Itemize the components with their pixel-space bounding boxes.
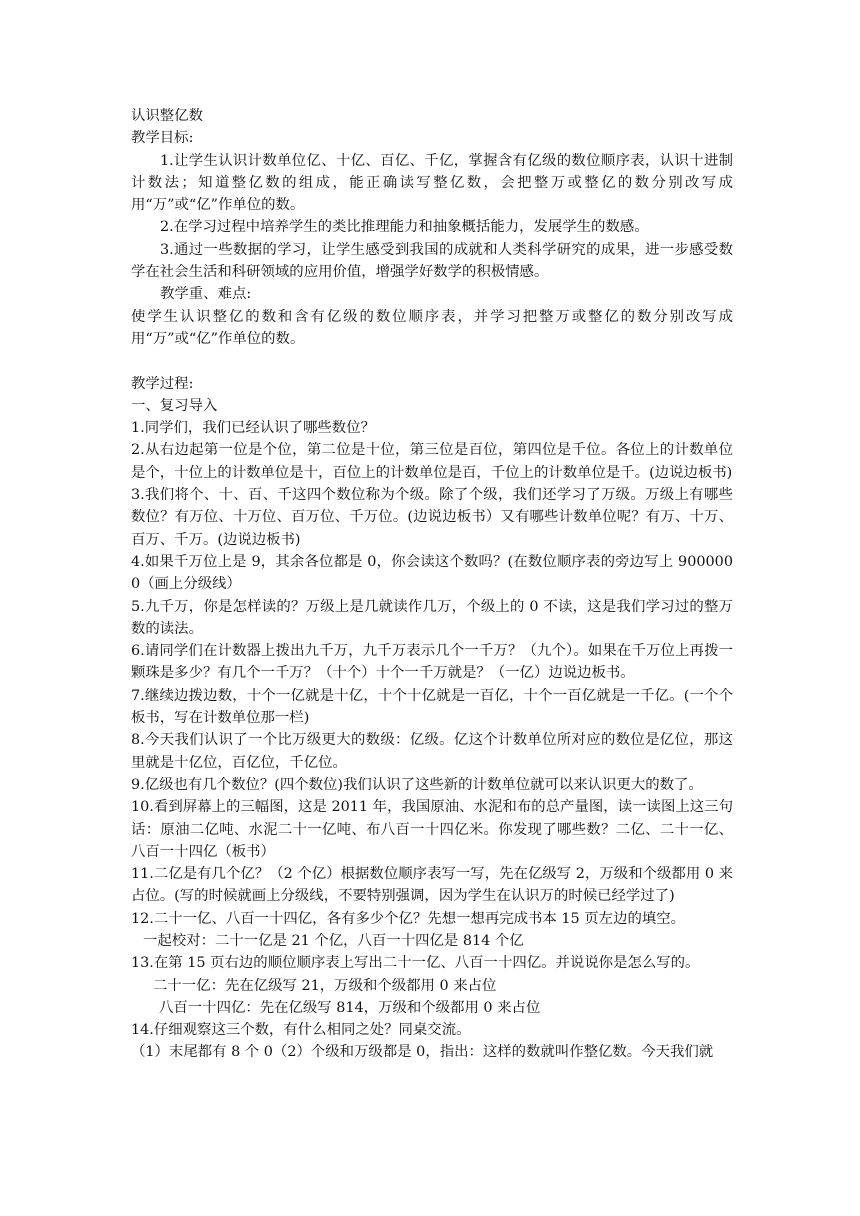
section-heading: 一、复习导入 [131, 397, 218, 414]
objective-item: 2.在学习过程中培养学生的类比推理能力和抽象概括能力，发展学生的数感。 [160, 219, 649, 236]
document-title: 认识整亿数 [131, 108, 203, 124]
step-item: 11.二亿是有几个亿？（2 个亿）根据数位顺序表写一写，先在亿级写 2，万级和个级都用 0 来占位。(写的时候就画上分级线，不要特别强调，因为学生在认识万的时候已经学过了) [131, 866, 733, 905]
step-sub-item: 八百一十四亿：先在亿级写 814，万级和个级都用 0 来占位 [159, 999, 541, 1016]
step-item: 12.二十一亿、八百一十四亿，各有多少个亿？先想一想再完成书本 15 页左边的填空。 [131, 910, 686, 927]
objectives-heading: 教学目标: [131, 130, 194, 147]
step-sub-item: （1）末尾都有 8 个 0（2）个级和万级都是 0，指出：这样的数就叫作整亿数。今天我们就 [131, 1044, 714, 1061]
document-body [131, 105, 733, 1064]
process-heading: 教学过程: [131, 375, 194, 392]
blank-line [131, 350, 733, 372]
keypoints-heading: 教学重、难点: [160, 286, 252, 303]
step-item: 3.我们将个、十、百、千这四个数位称为个级。除了个级，我们还学习了万级。万级上有哪些数位？有万位、十万位、百万位、千万位。(边说边板书）又有哪些计数单位呢？有万、十万、百万、千万。(边说边板书) [131, 487, 733, 548]
objective-item: 1.让学生认识计数单位亿、十亿、百亿、千亿，掌握含有亿级的数位顺序表，认识十进制计数法；知道整亿数的组成，能正确读写整亿数，会把整万或整亿的数分别改写成用“万”或“亿”作单位的数。 [131, 152, 733, 214]
step-item: 4.如果千万位上是 9，其余各位都是 0，你会读这个数吗？(在数位顺序表的旁边写上 9000000（画上分级线） [131, 553, 733, 593]
step-item: 14.仔细观察这三个数，有什么相同之处？同桌交流。 [131, 1022, 471, 1039]
step-item: 10.看到屏幕上的三幅图，这是 2011 年，我国原油、水泥和布的总产量图，读一读图上这三句话：原油二亿吨、水泥二十一亿吨、布八百一十四亿米。你发现了哪些数？二亿、二十一亿、八百一十四亿（板书） [131, 799, 733, 860]
step-item: 5.九千万，你是怎样读的？万级上是几就读作几万，个级上的 0 不读，这是我们学习过的整万数的读法。 [131, 598, 733, 637]
step-item: 2.从右边起第一位是个位，第二位是十位，第三位是百位，第四位是千位。各位上的计数单位是个，十位上的计数单位是十，百位上的计数单位是百，千位上的计数单位是千。(边说边板书) [131, 442, 733, 481]
check-line: 一起校对：二十一亿是 21 个亿，八百一十四亿是 814 个亿 [143, 932, 524, 949]
step-item: 13.在第 15 页右边的顺位顺序表上写出二十一亿、八百一十四亿。并说说你是怎么写的。 [131, 955, 700, 972]
keypoints-text: 使学生认识整亿的数和含有亿级的数位顺序表，并学习把整万或整亿的数分别改写成用“万”或“亿”作单位的数。 [131, 308, 733, 347]
step-item: 9.亿级也有几个数位？(四个数位)我们认识了这些新的计数单位就可以来认识更大的数了。 [131, 776, 703, 793]
step-sub-item: 二十一亿：先在亿级写 21，万级和个级都用 0 来占位 [153, 977, 497, 994]
step-item: 7.继续边拨边数，十个一亿就是十亿，十个十亿就是一百亿，十个一百亿就是一千亿。(一个个板书，写在计数单位那一栏) [131, 687, 733, 727]
objective-item: 3.通过一些数据的学习，让学生感受到我国的成就和人类科学研究的成果，进一步感受数学在社会生活和科研领域的应用价值，增强学好数学的积极情感。 [131, 241, 733, 281]
step-item: 1.同学们，我们已经认识了哪些数位？ [131, 420, 375, 437]
step-item: 8.今天我们认识了一个比万级更大的数级：亿级。亿这个计数单位所对应的数位是亿位，那这里就是十亿位，百亿位，千亿位。 [131, 732, 733, 771]
step-item: 6.请同学们在计数器上拨出九千万，九千万表示几个一千万？（九个）。如果在千万位上再拨一颗珠是多少？有几个一千万？（十个）十个一千万就是？（一亿）边说边板书。 [131, 643, 733, 682]
